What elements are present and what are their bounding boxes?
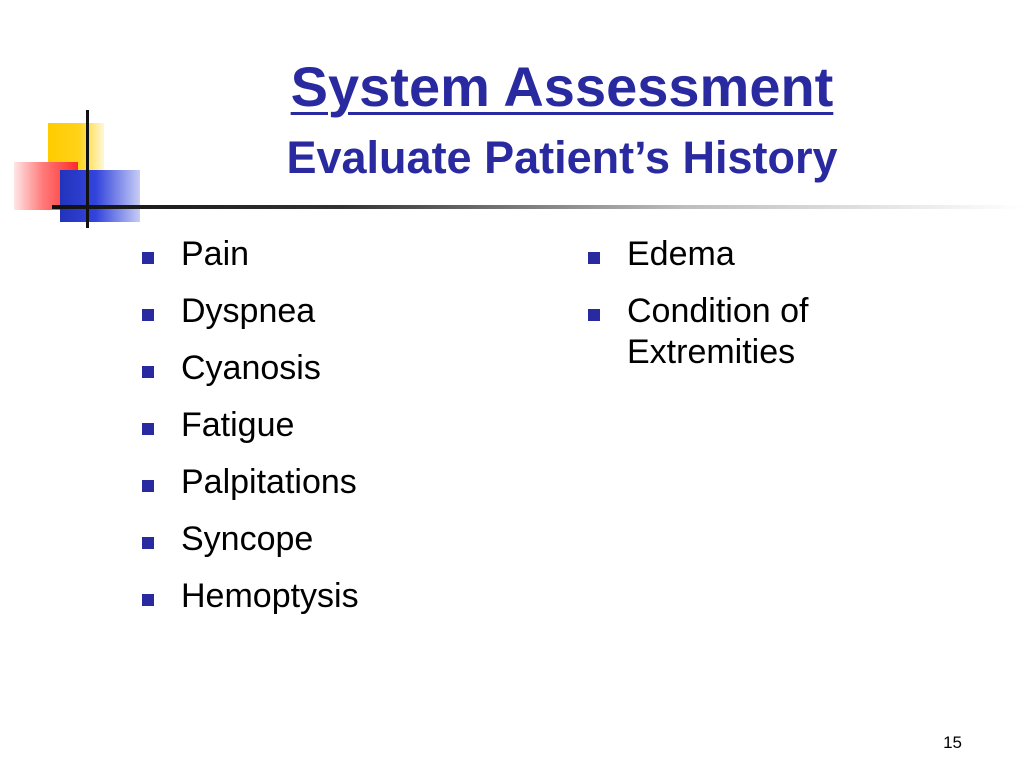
square-bullet-icon xyxy=(142,423,154,435)
list-item xyxy=(142,576,502,617)
slide-title: System Assessment xyxy=(290,55,834,118)
list-item-text: Dyspnea xyxy=(181,292,316,330)
page-number: 15 xyxy=(943,733,962,752)
list-item xyxy=(142,348,502,389)
square-bullet-icon xyxy=(142,366,154,378)
list-item-text: Condition of Extremities xyxy=(627,292,809,371)
list-item-text: Cyanosis xyxy=(181,349,321,387)
list-item xyxy=(142,519,502,560)
horizontal-rule xyxy=(52,205,1024,209)
list-item-text: Palpitations xyxy=(181,463,357,501)
list-item-text: Syncope xyxy=(181,520,314,558)
slide-subtitle: Evaluate Patient’s History xyxy=(286,132,838,183)
list-item-text: Edema xyxy=(627,235,735,273)
list-item xyxy=(142,291,502,332)
left-bullet-list xyxy=(142,234,502,633)
square-bullet-icon xyxy=(142,480,154,492)
square-bullet-icon xyxy=(588,309,600,321)
list-item xyxy=(142,405,502,446)
list-item-text: Hemoptysis xyxy=(181,577,359,615)
square-bullet-icon xyxy=(588,252,600,264)
vertical-rule xyxy=(86,110,89,228)
list-item xyxy=(142,462,502,503)
right-bullet-list xyxy=(588,234,928,389)
square-bullet-icon xyxy=(142,537,154,549)
list-item xyxy=(588,234,928,275)
square-bullet-icon xyxy=(142,252,154,264)
list-item-text: Fatigue xyxy=(181,406,295,444)
list-item xyxy=(588,291,928,373)
list-item xyxy=(142,234,502,275)
blue-square-decoration xyxy=(60,170,140,222)
square-bullet-icon xyxy=(142,309,154,321)
square-bullet-icon xyxy=(142,594,154,606)
list-item-text: Pain xyxy=(181,235,250,273)
